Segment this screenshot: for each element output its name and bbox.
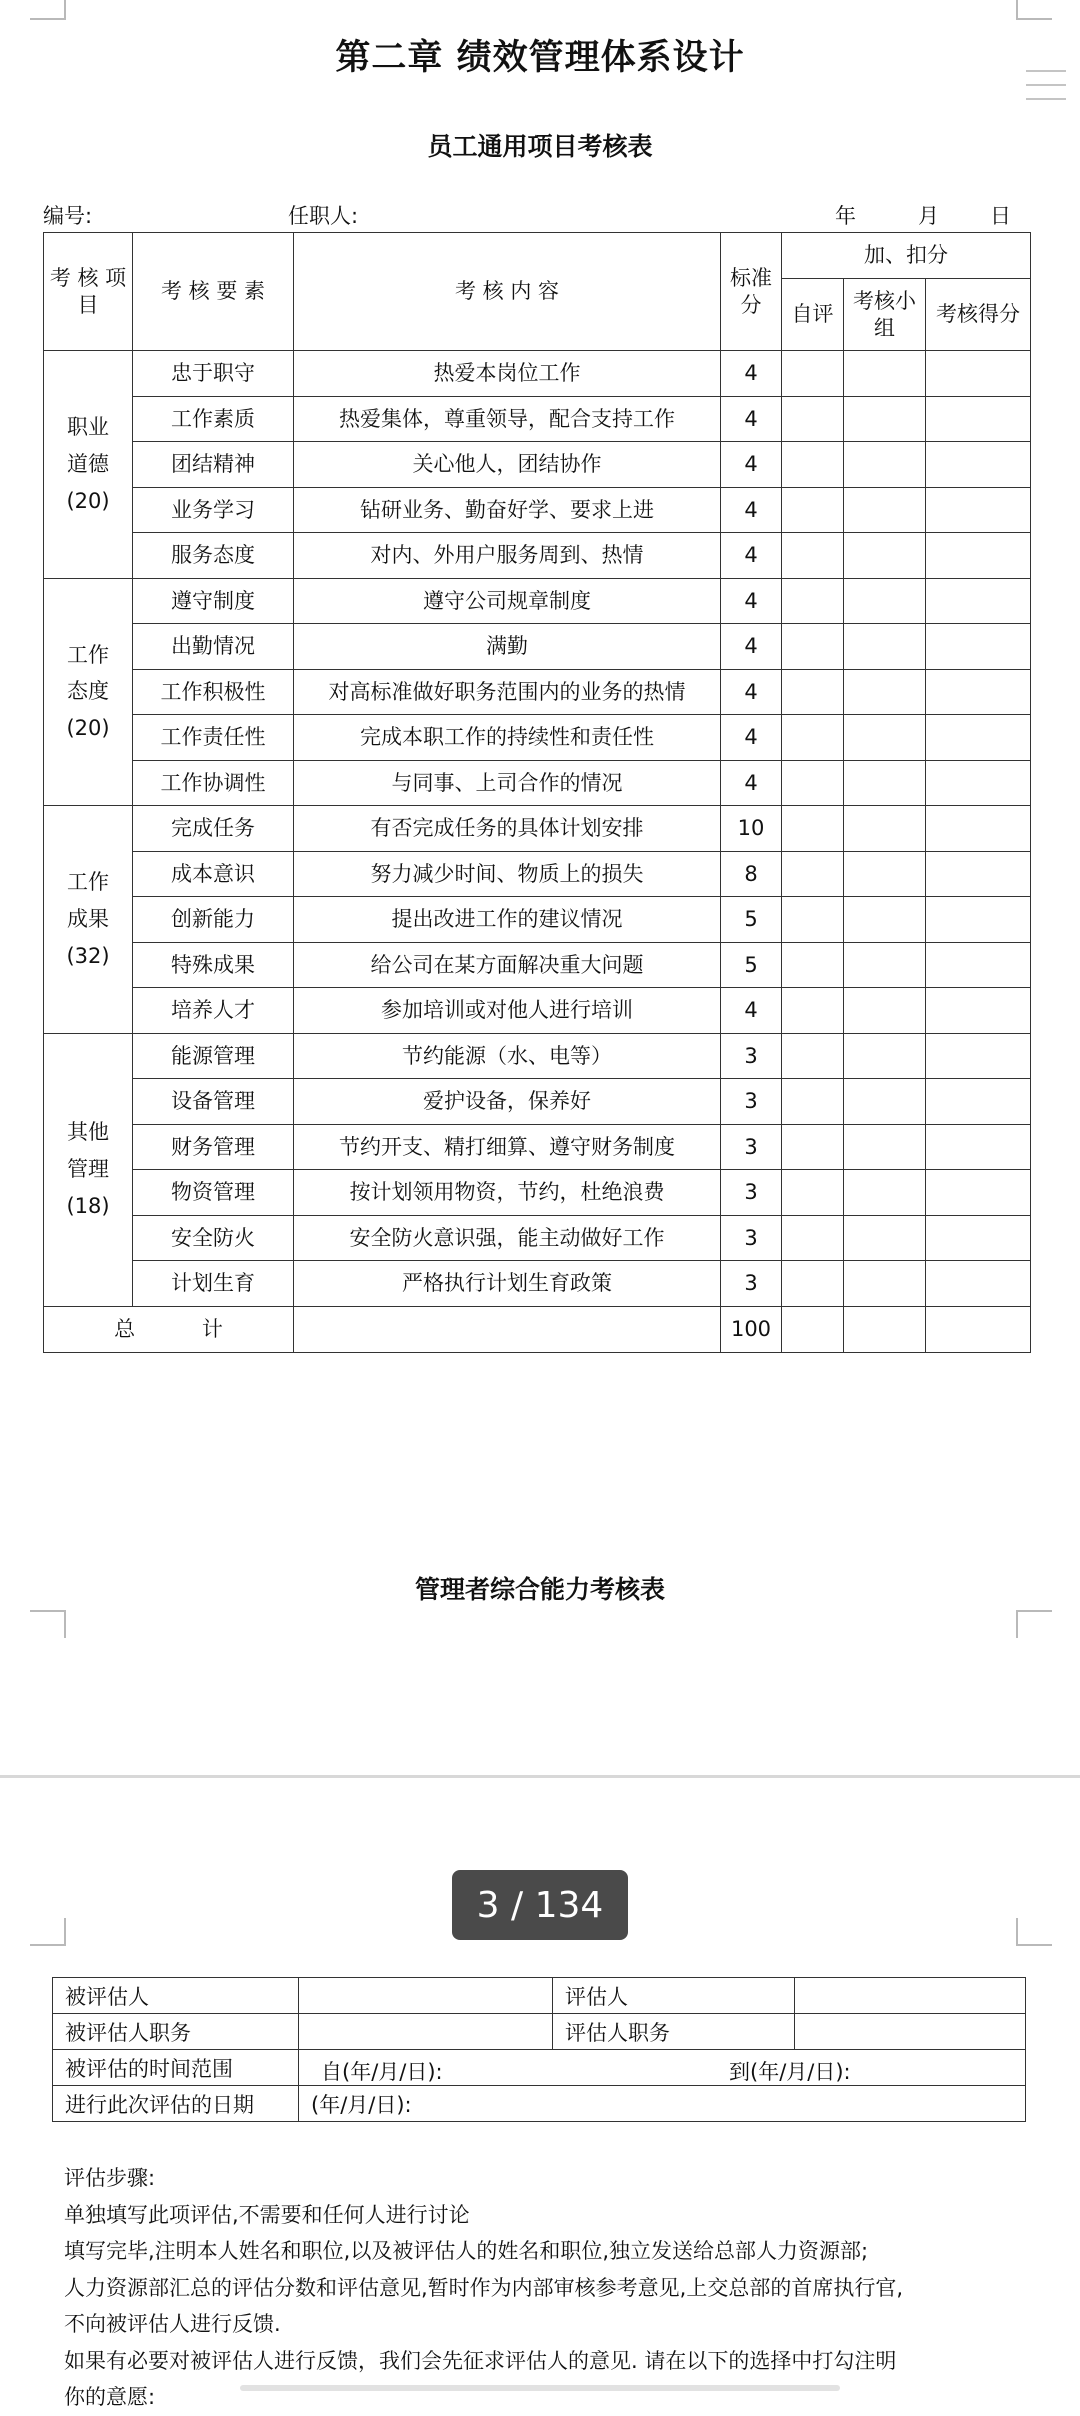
element-cell: 创新能力 [133,897,294,943]
evaluatee-field[interactable] [299,1978,553,2014]
element-cell: 出勤情况 [133,624,294,670]
content-cell: 节约开支、精打细算、遵守财务制度 [294,1124,721,1170]
group-score-cell[interactable] [844,1079,926,1125]
final-score-cell[interactable] [926,1261,1031,1307]
final-score-cell[interactable] [926,1215,1031,1261]
content-cell: 与同事、上司合作的情况 [294,760,721,806]
group-score-cell[interactable] [844,942,926,988]
crop-mark [30,1610,66,1638]
table-row [44,1079,1031,1125]
category-cell [44,1033,133,1306]
final-score-cell[interactable] [926,669,1031,715]
step-line: 如果有必要对被评估人进行反馈，我们会先征求评估人的意见. 请在以下的选择中打勾注明 [64,2348,897,2373]
standard-score-cell: 3 [721,1079,782,1125]
standard-score-cell: 4 [721,351,782,397]
header-group: 考核小组 [844,279,926,351]
header-standard-score: 标准分 [721,233,782,351]
final-score-cell[interactable] [926,942,1031,988]
self-score-cell[interactable] [782,487,844,533]
content-cell: 按计划领用物资，节约，杜绝浪费 [294,1170,721,1216]
content-cell: 给公司在某方面解决重大问题 [294,942,721,988]
group-score-cell[interactable] [844,806,926,852]
crop-mark [30,0,66,20]
total-label: 总 计 [44,1306,294,1352]
final-score-cell[interactable] [926,760,1031,806]
crop-mark [30,1918,66,1946]
self-score-cell[interactable] [782,1170,844,1216]
year-label: 年 [835,204,856,228]
self-score-cell[interactable] [782,669,844,715]
group-score-cell[interactable] [844,760,926,806]
final-score-cell[interactable] [926,1033,1031,1079]
eval-date-field[interactable]: (年/月/日): [299,2086,1026,2122]
content-cell: 完成本职工作的持续性和责任性 [294,715,721,761]
content-cell: 爱护设备，保养好 [294,1079,721,1125]
self-score-cell[interactable] [782,1215,844,1261]
self-score-cell[interactable] [782,1079,844,1125]
element-cell: 安全防火 [133,1215,294,1261]
period-label: 被评估的时间范围 [53,2050,299,2086]
header-score: 考核得分 [926,279,1031,351]
evaluatee-position-field[interactable] [299,2014,553,2050]
element-cell: 完成任务 [133,806,294,852]
step-line: 填写完毕,注明本人姓名和职位,以及被评估人的姓名和职位,独立发送给总部人力资源部; [64,2239,869,2263]
category-total: (20) [66,488,110,513]
form-title: 员工通用项目考核表 [427,132,653,161]
table-row [44,351,1031,397]
evaluator-position-label: 评估人职务 [553,2014,795,2050]
category-cell [44,351,133,579]
self-score-cell[interactable] [782,624,844,670]
period-to: 到(年/月/日): [729,2060,851,2084]
evaluatee-label: 被评估人 [53,1978,299,2014]
group-score-cell[interactable] [844,1033,926,1079]
group-score-cell[interactable] [844,1215,926,1261]
category-total: (32) [66,943,110,968]
group-score-cell[interactable] [844,851,926,897]
table-row [44,1215,1031,1261]
element-cell: 设备管理 [133,1079,294,1125]
self-score-cell[interactable] [782,715,844,761]
content-cell: 遵守公司规章制度 [294,578,721,624]
evaluation-steps [64,2160,1054,2416]
self-score-cell[interactable] [782,351,844,397]
standard-score-cell: 5 [721,897,782,943]
standard-score-cell: 3 [721,1215,782,1261]
table-row [44,396,1031,442]
header-content: 考 核 内 容 [294,233,721,351]
category-name: 职业道德 [67,415,109,476]
standard-score-cell: 4 [721,669,782,715]
holder-label: 任职人: [288,204,359,228]
table-row [44,897,1031,943]
table-row [44,806,1031,852]
category-cell [44,806,133,1034]
final-score-cell[interactable] [926,897,1031,943]
final-score-cell[interactable] [926,533,1031,579]
final-score-cell[interactable] [926,351,1031,397]
group-score-cell[interactable] [844,442,926,488]
chapter-title: 第二章 绩效管理体系设计 [335,38,745,78]
scroll-indicator[interactable] [240,2385,840,2391]
header-self: 自评 [782,279,844,351]
standard-score-cell: 4 [721,487,782,533]
standard-score-cell: 3 [721,1124,782,1170]
page-indicator: 3 / 134 [452,1870,628,1940]
element-cell: 能源管理 [133,1033,294,1079]
final-score-cell[interactable] [926,806,1031,852]
self-score-cell[interactable] [782,851,844,897]
final-score-cell[interactable] [926,1124,1031,1170]
final-score-cell[interactable] [926,578,1031,624]
category-name: 工作成果 [67,870,109,931]
content-cell: 对高标准做好职务范围内的业务的热情 [294,669,721,715]
table-row [44,442,1031,488]
final-score-cell[interactable] [926,1170,1031,1216]
evaluator-field[interactable] [795,1978,1026,2014]
element-cell: 工作积极性 [133,669,294,715]
evaluatee-position-label: 被评估人职务 [53,2014,299,2050]
final-score-cell[interactable] [926,624,1031,670]
eval-date-label: 进行此次评估的日期 [53,2086,299,2122]
content-cell: 钻研业务、勤奋好学、要求上进 [294,487,721,533]
group-score-cell[interactable] [844,1261,926,1307]
content-cell: 安全防火意识强，能主动做好工作 [294,1215,721,1261]
standard-score-cell: 3 [721,1261,782,1307]
table-row [44,1124,1031,1170]
standard-score-cell: 8 [721,851,782,897]
element-cell: 业务学习 [133,487,294,533]
content-cell: 节约能源（水、电等） [294,1033,721,1079]
group-score-cell[interactable] [844,533,926,579]
table-row [44,1261,1031,1307]
self-score-cell[interactable] [782,1033,844,1079]
self-score-cell[interactable] [782,1261,844,1307]
step-line: 人力资源部汇总的评估分数和评估意见,暂时作为内部审核参考意见,上交总部的首席执行官, [64,2275,904,2300]
content-cell: 关心他人，团结协作 [294,442,721,488]
group-score-cell[interactable] [844,988,926,1034]
total-content-cell [294,1306,721,1352]
category-name: 其他管理 [67,1120,109,1182]
standard-score-cell: 4 [721,396,782,442]
element-cell: 培养人才 [133,988,294,1034]
element-cell: 计划生育 [133,1261,294,1307]
total-score: 100 [721,1306,782,1352]
group-score-cell[interactable] [844,1170,926,1216]
standard-score-cell: 5 [721,942,782,988]
element-cell: 工作素质 [133,396,294,442]
self-score-cell[interactable] [782,396,844,442]
group-score-cell[interactable] [844,1124,926,1170]
element-cell: 特殊成果 [133,942,294,988]
header-category: 考 核 项 目 [44,233,133,351]
period-from: 自(年/月/日): [321,2060,443,2084]
self-score-cell[interactable] [782,806,844,852]
total-final-cell[interactable] [926,1306,1031,1352]
content-cell: 热爱集体，尊重领导，配合支持工作 [294,396,721,442]
final-score-cell[interactable] [926,988,1031,1034]
element-cell: 团结精神 [133,442,294,488]
table-row [44,487,1031,533]
table-row [44,988,1031,1034]
group-score-cell[interactable] [844,669,926,715]
step-line: 单独填写此项评估,不需要和任何人进行讨论 [64,2202,470,2227]
header-bonus: 加、扣分 [782,233,1031,279]
table-row [44,1033,1031,1079]
day-label: 日 [990,204,1011,228]
element-cell: 服务态度 [133,533,294,579]
final-score-cell[interactable] [926,442,1031,488]
category-cell [44,578,133,806]
group-score-cell[interactable] [844,578,926,624]
table-row [44,851,1031,897]
self-score-cell[interactable] [782,942,844,988]
standard-score-cell: 4 [721,578,782,624]
final-score-cell[interactable] [926,487,1031,533]
content-cell: 对内、外用户服务周到、热情 [294,533,721,579]
content-cell: 努力减少时间、物质上的损失 [294,851,721,897]
final-score-cell[interactable] [926,715,1031,761]
final-score-cell[interactable] [926,1079,1031,1125]
table-row [44,942,1031,988]
element-cell: 物资管理 [133,1170,294,1216]
standard-score-cell: 3 [721,1170,782,1216]
group-score-cell[interactable] [844,624,926,670]
crop-mark [1016,0,1052,20]
crop-mark [1016,1610,1052,1638]
content-cell: 参加培训或对他人进行培训 [294,988,721,1034]
category-total: (18) [66,1193,110,1218]
standard-score-cell: 4 [721,533,782,579]
evaluator-position-field[interactable] [795,2014,1026,2050]
table-row [44,533,1031,579]
standard-score-cell: 3 [721,1033,782,1079]
standard-score-cell: 4 [721,715,782,761]
table-row [44,624,1031,670]
group-score-cell[interactable] [844,396,926,442]
table-row [44,760,1031,806]
crop-mark [1016,1918,1052,1946]
self-score-cell[interactable] [782,988,844,1034]
table-row [44,578,1031,624]
table-row [44,715,1031,761]
next-form-title: 管理者综合能力考核表 [414,1575,665,1604]
group-score-cell[interactable] [844,715,926,761]
number-label: 编号: [43,204,93,228]
self-score-cell[interactable] [782,578,844,624]
appraisal-table [43,232,1031,1353]
category-total: (20) [66,716,110,741]
table-row [44,1170,1031,1216]
element-cell: 财务管理 [133,1124,294,1170]
standard-score-cell: 4 [721,988,782,1034]
self-score-cell[interactable] [782,533,844,579]
period-field[interactable] [299,2050,1026,2086]
element-cell: 忠于职守 [133,351,294,397]
group-score-cell[interactable] [844,351,926,397]
evaluation-info-table [52,1977,1026,2122]
content-cell: 热爱本岗位工作 [294,351,721,397]
group-score-cell[interactable] [844,487,926,533]
table-row [44,669,1031,715]
content-cell: 严格执行计划生育政策 [294,1261,721,1307]
step-line: 不向被评估人进行反馈. [64,2312,281,2336]
content-cell: 有否完成任务的具体计划安排 [294,806,721,852]
standard-score-cell: 10 [721,806,782,852]
content-cell: 提出改进工作的建议情况 [294,897,721,943]
total-group-cell[interactable] [844,1306,926,1352]
element-cell: 遵守制度 [133,578,294,624]
self-score-cell[interactable] [782,1124,844,1170]
group-score-cell[interactable] [844,897,926,943]
total-row [44,1306,1031,1352]
total-self-cell[interactable] [782,1306,844,1352]
element-cell: 工作责任性 [133,715,294,761]
final-score-cell[interactable] [926,396,1031,442]
element-cell: 工作协调性 [133,760,294,806]
category-name: 工作态度 [67,642,109,704]
header-element: 考 核 要 素 [133,233,294,351]
standard-score-cell: 4 [721,624,782,670]
standard-score-cell: 4 [721,760,782,806]
evaluator-label: 评估人 [553,1978,795,2014]
month-label: 月 [918,204,939,228]
self-score-cell[interactable] [782,442,844,488]
steps-heading: 评估步骤: [64,2166,156,2190]
element-cell: 成本意识 [133,851,294,897]
self-score-cell[interactable] [782,760,844,806]
self-score-cell[interactable] [782,897,844,943]
step-line: 你的意愿: [64,2385,156,2409]
final-score-cell[interactable] [926,851,1031,897]
content-cell: 满勤 [294,624,721,670]
standard-score-cell: 4 [721,442,782,488]
